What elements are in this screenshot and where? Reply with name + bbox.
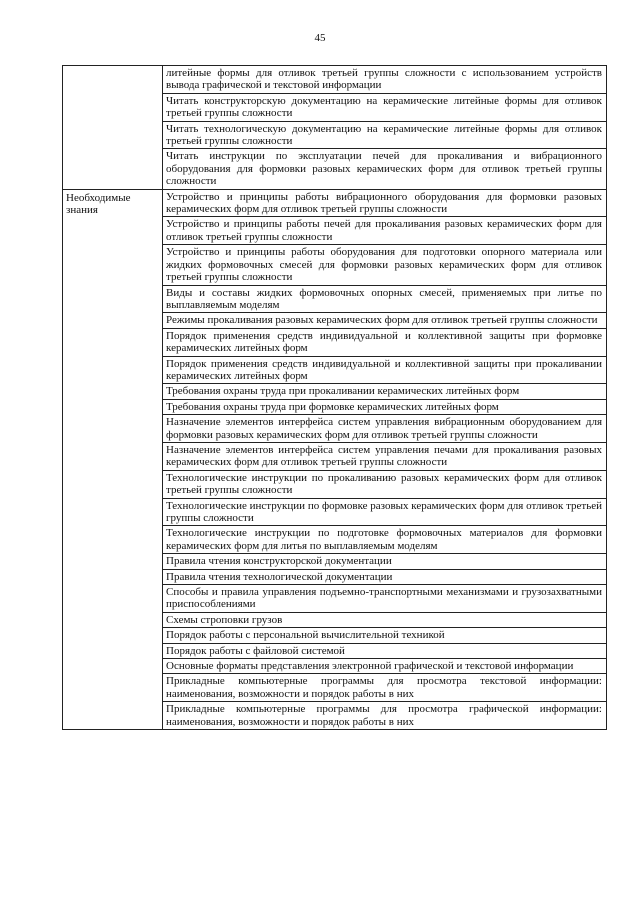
group-label-cell	[63, 66, 163, 190]
table-cell-item: Устройство и принципы работы оборудования для подготовки опорного материала или жидких формовочных смесей для формовки разовых керамических форм для отливок третьей группы сложности	[163, 245, 607, 285]
table-row	[63, 66, 607, 94]
table-cell-item: Прикладные компьютерные программы для просмотра текстовой информации: наименования, возможности и порядок работы в них	[163, 674, 607, 702]
table-cell-item: Порядок применения средств индивидуальной и коллективной защиты при прокаливании керамических литейных форм	[163, 356, 607, 384]
table-cell-item: Устройство и принципы работы вибрационного оборудования для формовки разовых керамических форм для отливок третьей группы сложности	[163, 189, 607, 217]
table-cell-item: Основные форматы представления электронной графической и текстовой информации	[163, 659, 607, 674]
table-cell-item: Способы и правила управления подъемно-транспортными механизмами и грузозахватными приспособлениями	[163, 585, 607, 613]
table-cell-item: Правила чтения конструкторской документации	[163, 554, 607, 569]
table-cell-item: Порядок применения средств индивидуальной и коллективной защиты при формовке керамических литейных форм	[163, 328, 607, 356]
table-cell-item: Режимы прокаливания разовых керамических форм для отливок третьей группы сложности	[163, 313, 607, 328]
table-cell-item: Виды и составы жидких формовочных опорных смесей, применяемых при литье по выплавляемым моделям	[163, 285, 607, 313]
table-cell-item: Прикладные компьютерные программы для просмотра графической информации: наименования, возможности и порядок работы в них	[163, 702, 607, 730]
table-cell-item: литейные формы для отливок третьей группы сложности с использованием устройств вывода графической и текстовой информации	[163, 66, 607, 94]
table-cell-item: Порядок работы с персональной вычислительной техникой	[163, 628, 607, 643]
table-cell-item: Требования охраны труда при формовке керамических литейных форм	[163, 399, 607, 414]
table-cell-item: Читать технологическую документацию на керамические литейные формы для отливок третьей группы сложности	[163, 121, 607, 149]
table-cell-item: Читать инструкции по эксплуатации печей для прокаливания и вибрационного оборудования для формовки разовых керамических форм для отливок третьей группы сложности	[163, 149, 607, 189]
table-cell-item: Читать конструкторскую документацию на керамические литейные формы для отливок третьей группы сложности	[163, 93, 607, 121]
table-row	[63, 189, 607, 217]
table-cell-item: Технологические инструкции по формовке разовых керамических форм для отливок третьей группы сложности	[163, 498, 607, 526]
table-cell-item: Устройство и принципы работы печей для прокаливания разовых керамических форм для отливок третьей группы сложности	[163, 217, 607, 245]
table-cell-item: Технологические инструкции по подготовке формовочных материалов для формовки керамических форм для литья по выплавляемым моделям	[163, 526, 607, 554]
table-cell-item: Порядок работы с файловой системой	[163, 643, 607, 658]
knowledge-table-body	[63, 66, 607, 730]
table-cell-item: Правила чтения технологической документации	[163, 569, 607, 584]
page-number: 45	[314, 32, 326, 44]
table-cell-item: Требования охраны труда при прокаливании керамических литейных форм	[163, 384, 607, 399]
table-cell-item: Технологические инструкции по прокаливанию разовых керамических форм для отливок третьей группы сложности	[163, 470, 607, 498]
knowledge-table	[62, 65, 607, 730]
table-cell-item: Назначение элементов интерфейса систем управления печами для прокаливания разовых керамических форм для отливок третьей группы сложности	[163, 442, 607, 470]
table-cell-item: Назначение элементов интерфейса систем управления вибрационным оборудованием для формовки разовых керамических форм для отливок третьей группы сложности	[163, 415, 607, 443]
group-label-cell: Необходимые знания	[63, 189, 163, 729]
table-cell-item: Схемы строповки грузов	[163, 612, 607, 627]
